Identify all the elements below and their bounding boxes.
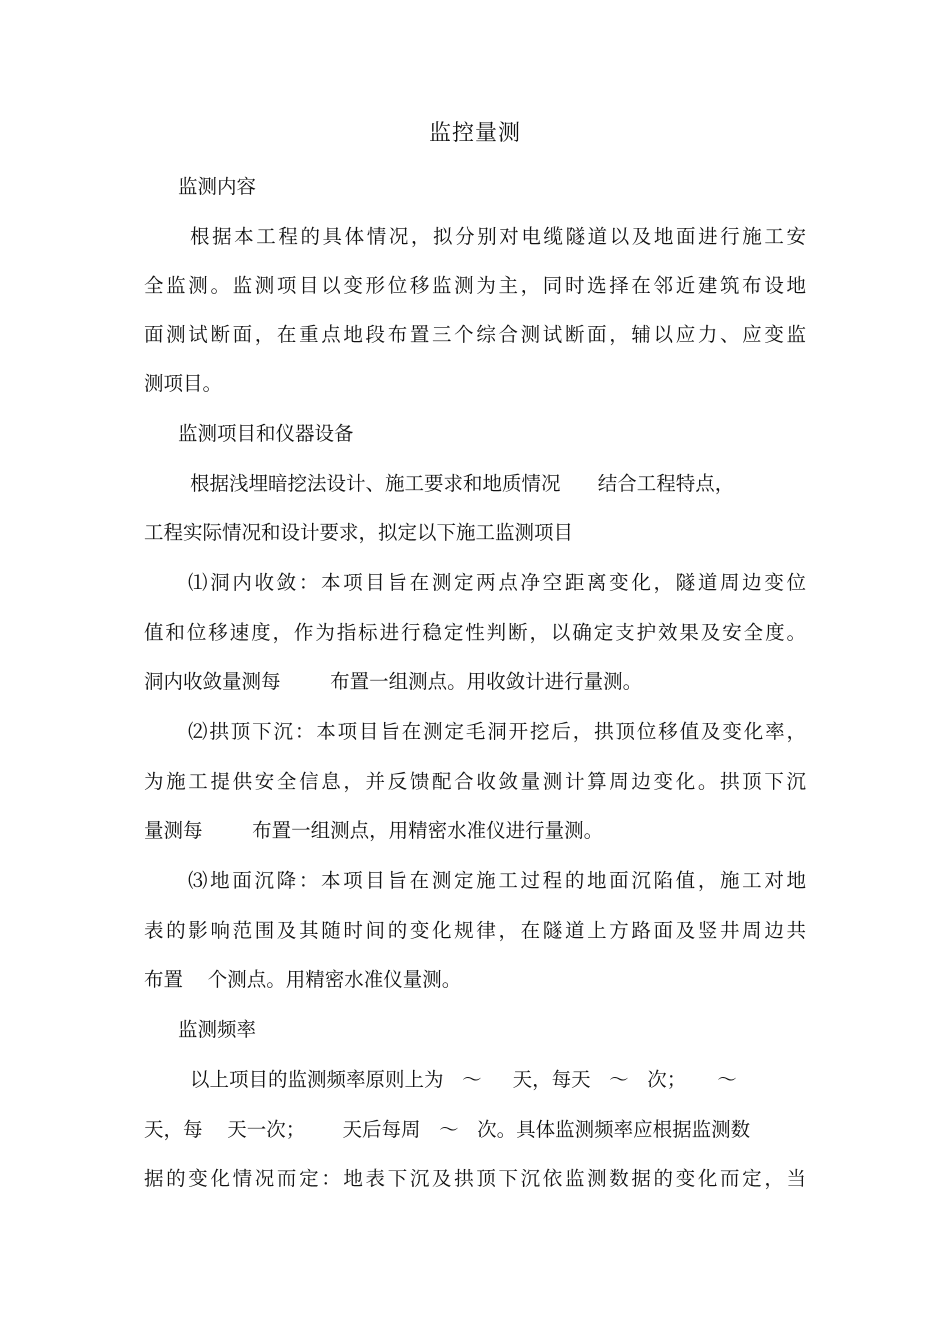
paragraph-line: 根据本工程的具体情况，拟分别对电缆隧道以及地面进行施工安 [190, 225, 806, 248]
paragraph-line: 全监测。监测项目以变形位移监测为主，同时选择在邻近建筑布设地 [144, 274, 806, 297]
section-heading-monitoring-content: 监测内容 [178, 175, 257, 198]
paragraph-line: 据的变化情况而定：地表下沉及拱顶下沉依监测数据的变化而定，当 [144, 1167, 806, 1190]
section-heading-items-and-instruments: 监测项目和仪器设备 [178, 422, 354, 445]
paragraph-line: 天，每 天一次； 天后每周 ～ 次。具体监测频率应根据监测数 [144, 1118, 751, 1141]
paragraph-line: 洞内收敛量测每 布置一组测点。用收敛计进行量测。 [144, 670, 643, 693]
paragraph-line: 根据浅埋暗挖法设计、施工要求和地质情况 结合工程特点， [190, 472, 735, 495]
paragraph-line: 量测每 布置一组测点，用精密水准仪进行量测。 [144, 819, 604, 842]
paragraph-line: 为施工提供安全信息，并反馈配合收敛量测计算周边变化。拱顶下沉 [144, 770, 806, 793]
paragraph-line: 面测试断面，在重点地段布置三个综合测试断面，辅以应力、应变监 [144, 323, 806, 346]
paragraph-line: 值和位移速度，作为指标进行稳定性判断，以确定支护效果及安全度。 [144, 621, 806, 644]
paragraph-line: ⑶地面沉降：本项目旨在测定施工过程的地面沉陷值，施工对地 [188, 869, 806, 892]
paragraph-line: 表的影响范围及其随时间的变化规律，在隧道上方路面及竖井周边共 [144, 919, 806, 942]
section-heading-monitoring-frequency: 监测频率 [178, 1018, 257, 1041]
paragraph-line: 布置 个测点。用精密水准仪量测。 [144, 968, 462, 991]
paragraph-line: 以上项目的监测频率原则上为 ～ 天，每天 ～ 次； ～ [190, 1068, 737, 1091]
paragraph-line: 工程实际情况和设计要求，拟定以下施工监测项目 [144, 521, 574, 544]
document-title: 监控量测 [428, 121, 521, 146]
paragraph-line: ⑴洞内收敛：本项目旨在测定两点净空距离变化，隧道周边变位 [188, 571, 806, 594]
paragraph-line: 测项目。 [144, 372, 223, 395]
paragraph-line: ⑵拱顶下沉：本项目旨在测定毛洞开挖后，拱顶位移值及变化率， [188, 720, 806, 743]
